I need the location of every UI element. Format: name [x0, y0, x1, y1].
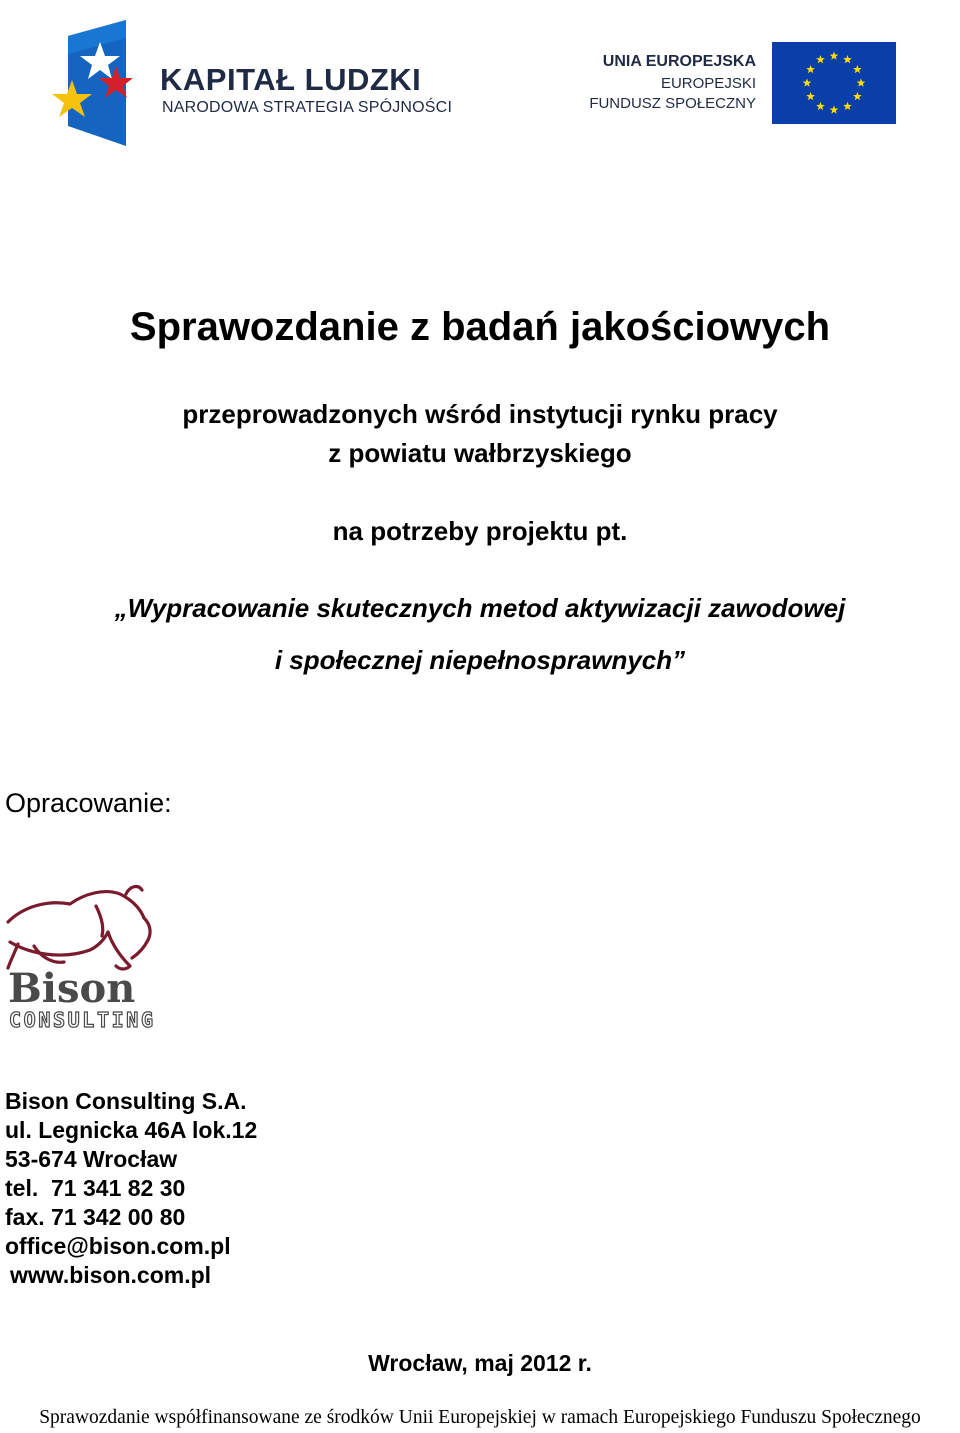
document-subtitle-line2: z powiatu wałbrzyskiego	[328, 438, 632, 468]
contact-email: office@bison.com.pl	[5, 1233, 231, 1259]
document-subtitle-line3: na potrzeby projektu pt.	[332, 516, 628, 546]
kapital-ludzki-subtitle: NARODOWA STRATEGIA SPÓJNOŚCI	[162, 99, 453, 116]
bison-logo-word: Bison	[8, 965, 136, 1012]
document-subtitle-line1: przeprowadzonych wśród instytucji rynku pracy	[182, 399, 778, 429]
bison-consulting-logo	[4, 884, 156, 1032]
funding-footer: Sprawozdanie współfinansowane ze środków Unii Europejskiej w ramach Europejskiego Funduszu Społecznego	[39, 1407, 921, 1428]
consulting-logo-word: CONSULTING	[9, 1008, 153, 1032]
eu-label-european: EUROPEJSKI	[660, 75, 756, 92]
contact-fax: fax. 71 342 00 80	[5, 1204, 186, 1230]
document-title: Sprawozdanie z badań jakościowych	[129, 305, 831, 349]
eu-flag-icon	[772, 42, 896, 124]
document-date: Wrocław, maj 2012 r.	[368, 1350, 592, 1376]
eu-label-social-fund: FUNDUSZ SPOŁECZNY	[589, 95, 756, 112]
project-name-line2: i społecznej niepełnosprawnych”	[274, 645, 686, 675]
kapital-ludzki-title: KAPITAŁ LUDZKI	[160, 62, 422, 97]
contact-company-name: Bison Consulting S.A.	[5, 1088, 247, 1114]
project-name-line1: „Wypracowanie skutecznych metod aktywizacji zawodowej	[114, 593, 846, 623]
eu-label-union: UNIA EUROPEJSKA	[602, 53, 756, 70]
prepared-by-label: Opracowanie:	[5, 788, 172, 818]
bison-icon	[8, 887, 150, 969]
contact-street: ul. Legnicka 46A lok.12	[5, 1117, 258, 1143]
contact-city: 53-674 Wrocław	[5, 1146, 178, 1172]
contact-phone: tel. 71 341 82 30	[5, 1175, 186, 1201]
contact-website: www.bison.com.pl	[10, 1262, 212, 1288]
